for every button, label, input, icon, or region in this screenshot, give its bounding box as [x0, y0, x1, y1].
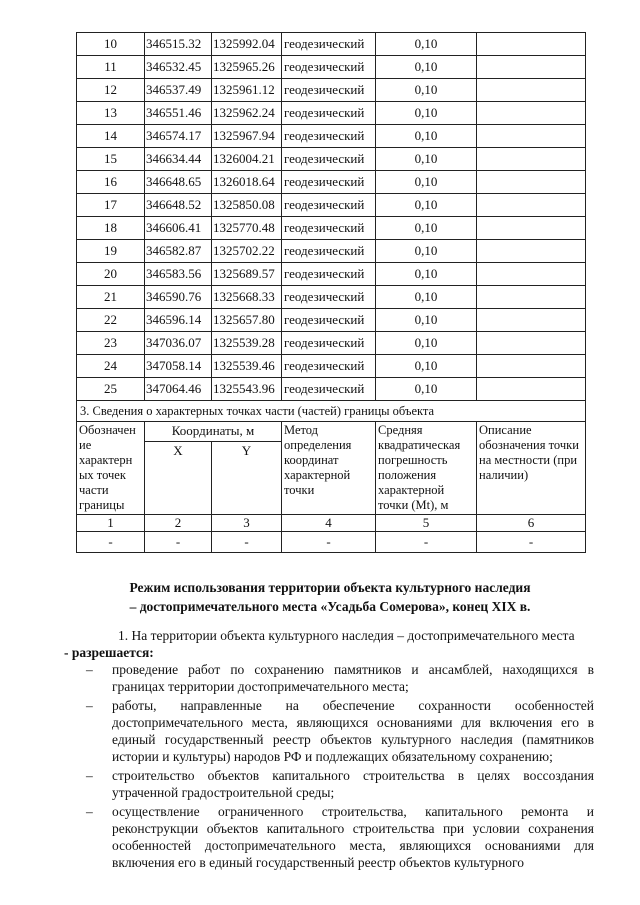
index-cell: 1 — [77, 515, 145, 532]
method-cell: геодезический — [282, 102, 376, 125]
y-coordinate: 1325657.80 — [212, 309, 282, 332]
y-coordinate: 1325689.57 — [212, 263, 282, 286]
y-coordinate: 1325961.12 — [212, 79, 282, 102]
description-cell — [477, 355, 586, 378]
table-row — [77, 102, 586, 125]
accuracy-cell: 0,10 — [376, 194, 477, 217]
list-item-text: проведение работ по сохранению памятников и ансамблей, находящихся в границах территории достопримечательного места; — [112, 662, 594, 694]
y-coordinate: 1325702.22 — [212, 240, 282, 263]
list-item — [86, 661, 594, 695]
table-row — [77, 286, 586, 309]
point-number: 16 — [77, 171, 145, 194]
method-cell: геодезический — [282, 309, 376, 332]
method-cell: геодезический — [282, 378, 376, 401]
method-cell: геодезический — [282, 332, 376, 355]
point-number: 17 — [77, 194, 145, 217]
description-cell — [477, 309, 586, 332]
point-number: 11 — [77, 56, 145, 79]
accuracy-cell: 0,10 — [376, 33, 477, 56]
x-coordinate: 347064.46 — [145, 378, 212, 401]
point-number: 19 — [77, 240, 145, 263]
x-coordinate: 346606.41 — [145, 217, 212, 240]
description-cell — [477, 79, 586, 102]
dash-cell: - — [376, 532, 477, 553]
header-method: Метод определения координат характерной точки — [282, 422, 376, 515]
table-row — [77, 148, 586, 171]
description-cell — [477, 125, 586, 148]
description-cell — [477, 102, 586, 125]
header-x: X — [145, 442, 212, 515]
list-dash: – — [86, 662, 93, 677]
point-number: 20 — [77, 263, 145, 286]
regime-title — [60, 578, 600, 616]
header-accuracy: Средняя квадратическая погрешность положения характерной точки (Mt), м — [376, 422, 477, 515]
table-row — [77, 378, 586, 401]
x-coordinate: 346532.45 — [145, 56, 212, 79]
y-coordinate: 1325992.04 — [212, 33, 282, 56]
header-description: Описание обозначения точки на местности (при наличии) — [477, 422, 586, 515]
accuracy-cell: 0,10 — [376, 240, 477, 263]
table-row — [77, 240, 586, 263]
y-coordinate: 1326004.21 — [212, 148, 282, 171]
table-row — [77, 125, 586, 148]
x-coordinate: 346648.52 — [145, 194, 212, 217]
point-number: 15 — [77, 148, 145, 171]
column-index-row — [77, 515, 586, 532]
point-number: 18 — [77, 217, 145, 240]
method-cell: геодезический — [282, 217, 376, 240]
coordinates-table — [76, 32, 586, 553]
list-item — [86, 803, 594, 871]
table-row — [77, 332, 586, 355]
accuracy-cell: 0,10 — [376, 355, 477, 378]
method-cell: геодезический — [282, 125, 376, 148]
y-coordinate: 1325965.26 — [212, 56, 282, 79]
accuracy-cell: 0,10 — [376, 102, 477, 125]
table-row — [77, 56, 586, 79]
point-number: 22 — [77, 309, 145, 332]
list-item-text: осуществление ограниченного строительства, капитального ремонта и реконструкции объектов капитального строительства при условии сохранения особенностей достопримечательного места, являющихся основаниями для включения его в единый государственный реестр объектов культурного — [112, 804, 594, 870]
list-dash: – — [86, 698, 93, 713]
method-cell: геодезический — [282, 148, 376, 171]
list-item-text: строительство объектов капитального строительства в целях воссоздания утраченной градостроительной среды; — [112, 768, 594, 800]
accuracy-cell: 0,10 — [376, 263, 477, 286]
table-row — [77, 309, 586, 332]
y-coordinate: 1325539.46 — [212, 355, 282, 378]
method-cell: геодезический — [282, 33, 376, 56]
regime-title-line1: Режим использования территории объекта культурного наследия — [129, 580, 531, 595]
index-cell: 6 — [477, 515, 586, 532]
method-cell: геодезический — [282, 79, 376, 102]
point-number: 14 — [77, 125, 145, 148]
index-cell: 4 — [282, 515, 376, 532]
list-item — [86, 697, 594, 765]
description-cell — [477, 217, 586, 240]
table-row — [77, 217, 586, 240]
intro-paragraph — [86, 627, 594, 644]
accuracy-cell: 0,10 — [376, 79, 477, 102]
description-cell — [477, 378, 586, 401]
description-cell — [477, 33, 586, 56]
x-coordinate: 346590.76 — [145, 286, 212, 309]
method-cell: геодезический — [282, 56, 376, 79]
method-cell: геодезический — [282, 194, 376, 217]
x-coordinate: 346583.56 — [145, 263, 212, 286]
method-cell: геодезический — [282, 171, 376, 194]
x-coordinate: 347058.14 — [145, 355, 212, 378]
description-cell — [477, 171, 586, 194]
accuracy-cell: 0,10 — [376, 56, 477, 79]
description-cell — [477, 240, 586, 263]
accuracy-cell: 0,10 — [376, 332, 477, 355]
table-row — [77, 194, 586, 217]
y-coordinate: 1325967.94 — [212, 125, 282, 148]
dash-cell: - — [212, 532, 282, 553]
list-item — [86, 767, 594, 801]
description-cell — [477, 332, 586, 355]
header-designation: Обозначен ие характерн ых точек части границы — [77, 422, 145, 515]
dash-cell: - — [145, 532, 212, 553]
x-coordinate: 347036.07 — [145, 332, 212, 355]
x-coordinate: 346551.46 — [145, 102, 212, 125]
y-coordinate: 1326018.64 — [212, 171, 282, 194]
coordinates-table-body — [77, 33, 586, 401]
point-number: 21 — [77, 286, 145, 309]
section3-title: 3. Сведения о характерных точках части (частей) границы объекта — [77, 401, 586, 422]
table-row — [77, 79, 586, 102]
method-cell: геодезический — [282, 240, 376, 263]
table-row — [77, 33, 586, 56]
dash-cell: - — [477, 532, 586, 553]
y-coordinate: 1325850.08 — [212, 194, 282, 217]
description-cell — [477, 194, 586, 217]
index-cell: 3 — [212, 515, 282, 532]
list-item-text: работы, направленные на обеспечение сохранности особенностей достопримечательного места, являющихся основаниями для включения его в единый государственный реестр объектов культурного наследия (памятников истории и культуры) народов РФ и подлежащих обязательному сохранению; — [112, 698, 594, 764]
y-coordinate: 1325962.24 — [212, 102, 282, 125]
description-cell — [477, 263, 586, 286]
y-coordinate: 1325543.96 — [212, 378, 282, 401]
header-y: Y — [212, 442, 282, 515]
permitted-label: - разрешается: — [64, 645, 154, 660]
x-coordinate: 346537.49 — [145, 79, 212, 102]
table-row — [77, 171, 586, 194]
accuracy-cell: 0,10 — [376, 217, 477, 240]
x-coordinate: 346634.44 — [145, 148, 212, 171]
point-number: 23 — [77, 332, 145, 355]
x-coordinate: 346596.14 — [145, 309, 212, 332]
description-cell — [477, 56, 586, 79]
description-cell — [477, 148, 586, 171]
empty-data-row — [77, 532, 586, 553]
point-number: 10 — [77, 33, 145, 56]
y-coordinate: 1325539.28 — [212, 332, 282, 355]
index-cell: 2 — [145, 515, 212, 532]
x-coordinate: 346582.87 — [145, 240, 212, 263]
x-coordinate: 346648.65 — [145, 171, 212, 194]
regime-title-line2: – достопримечательного места «Усадьба Сомерова», конец XIX в. — [129, 599, 531, 614]
dash-cell: - — [282, 532, 376, 553]
header-coordinates: Координаты, м — [145, 422, 282, 442]
point-number: 24 — [77, 355, 145, 378]
point-number: 25 — [77, 378, 145, 401]
section3-block — [77, 401, 586, 553]
accuracy-cell: 0,10 — [376, 286, 477, 309]
y-coordinate: 1325668.33 — [212, 286, 282, 309]
dash-cell: - — [77, 532, 145, 553]
accuracy-cell: 0,10 — [376, 309, 477, 332]
x-coordinate: 346574.17 — [145, 125, 212, 148]
point-number: 12 — [77, 79, 145, 102]
accuracy-cell: 0,10 — [376, 125, 477, 148]
table-row — [77, 263, 586, 286]
method-cell: геодезический — [282, 355, 376, 378]
point-number: 13 — [77, 102, 145, 125]
accuracy-cell: 0,10 — [376, 148, 477, 171]
method-cell: геодезический — [282, 263, 376, 286]
x-coordinate: 346515.32 — [145, 33, 212, 56]
description-cell — [477, 286, 586, 309]
list-dash: – — [86, 768, 93, 783]
list-dash: – — [86, 804, 93, 819]
table-row — [77, 355, 586, 378]
intro-text: 1. На территории объекта культурного наследия – достопримечательного места — [118, 628, 575, 643]
index-cell: 5 — [376, 515, 477, 532]
y-coordinate: 1325770.48 — [212, 217, 282, 240]
accuracy-cell: 0,10 — [376, 378, 477, 401]
accuracy-cell: 0,10 — [376, 171, 477, 194]
method-cell: геодезический — [282, 286, 376, 309]
